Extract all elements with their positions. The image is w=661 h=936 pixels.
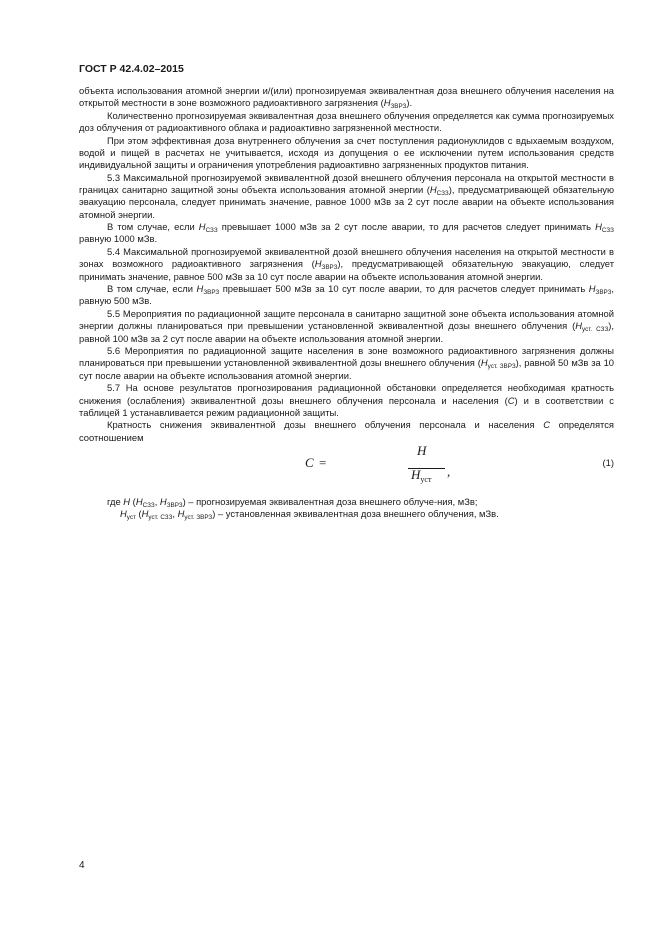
legend-line-1: где H ($H_{СЗЗ}$, $H_{ЗВРЗ}$) – прогнозируемая эквивалентная доза внешнего облуче-ния, мЗв;	[107, 495, 478, 509]
paragraph-5-3: 5.3 Максимальной прогнозируемой эквивалентной дозой внешнего облучения персонала на открытой местности в границах санитарно защитной зоны объекта использования атомной энергии $(H_{СЗЗ})$, предусматривающей обязательную эвакуацию персонала, следует принимать значение, равное 1000 мЗв за 2 сут после аварии на объекте использования атомной энергии.	[79, 171, 615, 220]
paragraph-3: При этом эффективная доза внутреннего облучения за счет поступления радионуклидов с вдыхаемым воздухом, водой и пищей в расчетах не учитывается, исходя из допущения о ее исключении путем использования средств индивидуальной защиты и ограничения употребления радиоактивно загрязненных продуктов питания.	[79, 134, 614, 171]
formula-denominator: $H_{уст}$	[411, 466, 432, 484]
formula-legend	[79, 496, 614, 520]
paragraph-5-3-note: В том случае, если $H_{СЗЗ}$ превышает 1000 мЗв за 2 сут после аварии, то для расчетов следует принимать $H_{СЗЗ}$ равную 1000 мЗв.	[79, 221, 614, 245]
formula-numerator: H	[417, 442, 427, 458]
paragraph-1: объекта использования атомной энергии и/(или) прогнозируемая эквивалентная доза внешнего облучения населения на открытой местности в зоне возможного радиоактивного загрязнения $(H_{ЗВРЗ})$.	[79, 85, 614, 111]
formula-number: (1)	[602, 456, 614, 468]
formula-1	[79, 442, 614, 492]
paragraph-ratio-intro: Кратность снижения эквивалентной дозы внешнего облучения персонала и населения С определятся соотношением	[79, 419, 614, 443]
page-number: 4	[79, 860, 85, 871]
formula-comma: ,	[447, 463, 451, 479]
formula-lhs: C	[305, 454, 314, 470]
paragraph-5-6: 5.6 Мероприятия по радиационной защите населения в зоне возможного радиоактивного загрязнения должны планироваться при превышении установленной эквивалентной дозы внешнего облучения $(H_{уст. ЗВРЗ})$, равной 50 мЗв за 10 сут после аварии на объекте использования атомной энергии.	[79, 345, 614, 381]
paragraph-5-5: 5.5 Мероприятия по радиационной защите персонала в санитарно защитной зоне объекта использования атомной энергии должны планироваться при превышении установленной эквивалентной дозы внешнего облучения $(H_{уст. СЗЗ})$, равной 100 мЗв за 2 сут после аварии на объекте использования атомной энергии.	[79, 308, 614, 344]
paragraph-5-4-note: В том случае, если $H_{ЗВРЗ}$ превышает 500 мЗв за 10 сут после аварии, то для расчетов следует принимать $H_{ЗВРЗ}$, равную 500 мЗв.	[79, 283, 614, 307]
document-header: ГОСТ Р 42.4.02–2015	[79, 63, 184, 75]
paragraph-5-7: 5.7 На основе результатов прогнозирования радиационной обстановки определяется необходимая кратность снижения (ослабления) эквивалентной дозы внешнего облучения персонала и населения (С) и в соответствии с таблицей 1 устанавливается режим радиационной защиты.	[79, 382, 614, 418]
document-body	[79, 85, 614, 520]
formula-equals: =	[319, 454, 327, 470]
paragraph-2: Количественно прогнозируемая эквивалентная доза внешнего облучения определяется как сумма прогнозируемых доз облучения от радиоактивного облака и радиоактивно загрязненной местности.	[79, 109, 614, 134]
paragraph-5-4: 5.4 Максимальной прогнозируемой эквивалентной дозой внешнего облучения населения на открытой местности в зонах возможного радиоактивного загрязнения $(H_{ЗВРЗ})$, предусматривающей обязательную эвакуацию, следует принимать значение, равное 500 мЗв за 10 сут после аварии на объекте использования атомной энергии.	[79, 246, 614, 282]
legend-line-2: $H_{уст}$ ($H_{уст. СЗЗ}$, $H_{уст. ЗВРЗ}$) – установленная эквивалентная доза внешнего облучения, мЗв.	[120, 508, 499, 522]
